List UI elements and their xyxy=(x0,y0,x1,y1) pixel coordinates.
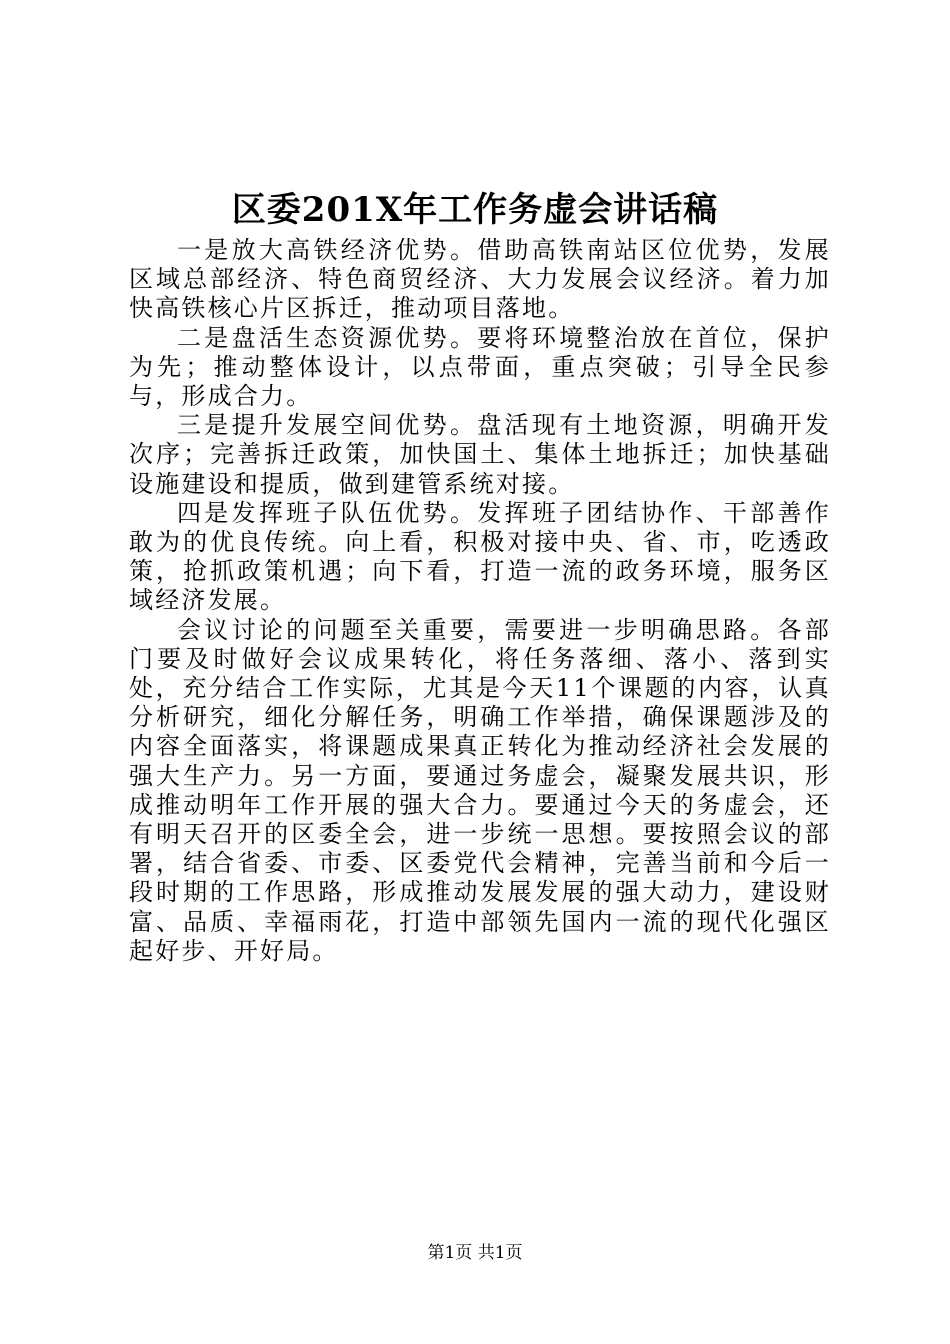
document-body xyxy=(129,236,831,966)
paragraph-5: 会议讨论的问题至关重要，需要进一步明确思路。各部门要及时做好会议成果转化，将任务落细、落小、落到实处，充分结合工作实际，尤其是今天11个课题的内容，认真分析研究，细化分解任务，明确工作举措，确保课题涉及的内容全面落实，将课题成果真正转化为推动经济社会发展的强大生产力。另一方面，要通过务虚会，凝聚发展共识，形成推动明年工作开展的强大合力。要通过今天的务虚会，还有明天召开的区委全会，进一步统一思想。要按照会议的部署，结合省委、市委、区委党代会精神，完善当前和今后一段时期的工作思路，形成推动发展发展的强大动力，建设财富、品质、幸福雨花，打造中部领先国内一流的现代化强区起好步、开好局。 xyxy=(129,615,831,965)
paragraph-3: 三是提升发展空间优势。盘活现有土地资源，明确开发次序；完善拆迁政策，加快国土、集体土地拆迁；加快基础设施建设和提质，做到建管系统对接。 xyxy=(129,411,831,498)
document-title: 区委201X年工作务虚会讲话稿 xyxy=(231,190,719,230)
paragraph-1: 一是放大高铁经济优势。借助高铁南站区位优势，发展区域总部经济、特色商贸经济、大力发展会议经济。着力加快高铁核心片区拆迁，推动项目落地。 xyxy=(129,236,831,323)
paragraph-4: 四是发挥班子队伍优势。发挥班子团结协作、干部善作敢为的优良传统。向上看，积极对接中央、省、市，吃透政策，抢抓政策机遇；向下看，打造一流的政务环境，服务区域经济发展。 xyxy=(129,498,831,615)
paragraph-2: 二是盘活生态资源优势。要将环境整治放在首位，保护为先；推动整体设计，以点带面，重点突破；引导全民参与，形成合力。 xyxy=(129,323,831,411)
page-footer: 第1页 共1页 xyxy=(427,1243,523,1263)
